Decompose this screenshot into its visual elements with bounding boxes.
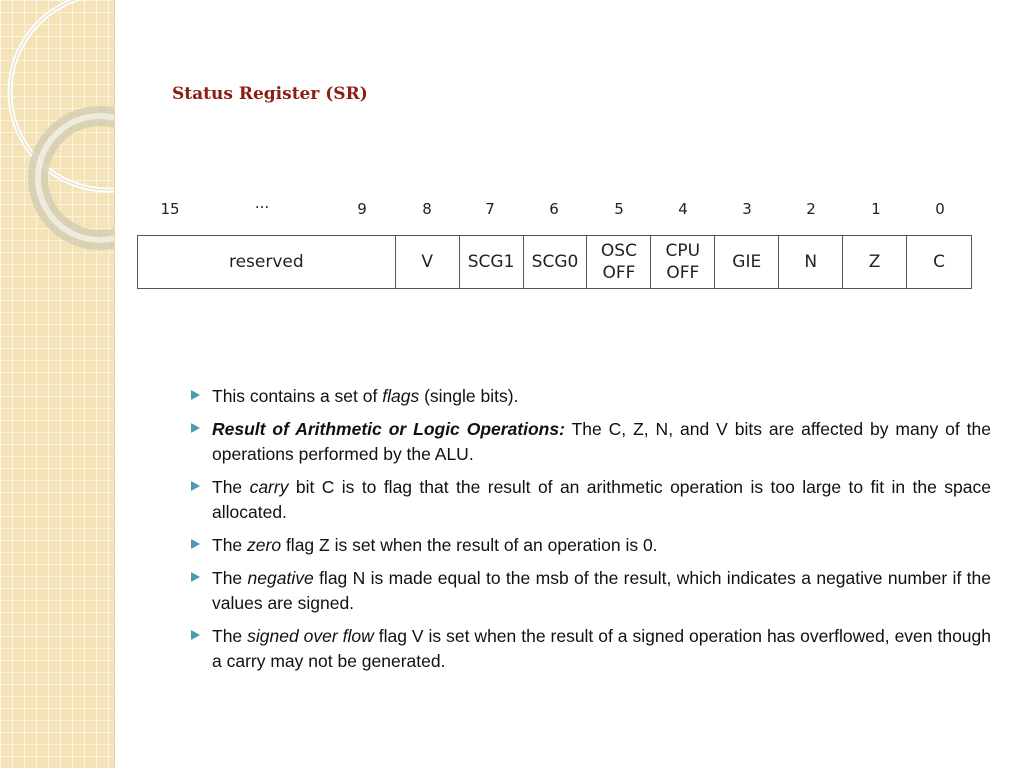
bullet-item bbox=[188, 417, 991, 467]
field-z: Z bbox=[843, 236, 907, 288]
bullet-text-part: bit C is to flag that the result of an arithmetic operation is too large to fit in the space allocated. bbox=[212, 477, 991, 522]
slide-title: Status Register (SR) bbox=[172, 84, 368, 104]
bit-number-3: 3 bbox=[742, 200, 752, 218]
bullet-item bbox=[188, 475, 991, 525]
bullet-marker-icon bbox=[191, 572, 200, 582]
bit-number-5: 5 bbox=[614, 200, 624, 218]
bullet-text-part: negative bbox=[247, 568, 314, 588]
bullet-marker-icon bbox=[191, 630, 200, 640]
bullet-text-part: The bbox=[212, 626, 248, 646]
decorative-circles bbox=[0, 0, 114, 768]
bullet-text-part: The bbox=[212, 568, 248, 588]
bullet-text-part: flag N is made equal to the msb of the result, which indicates a negative number if the values are signed. bbox=[212, 568, 991, 613]
bit-number-2: 2 bbox=[806, 200, 816, 218]
bullet-text-part: Result of Arithmetic or Logic Operations: bbox=[212, 419, 565, 439]
field-oscoff-line2: OFF bbox=[602, 263, 636, 283]
bit-number-row bbox=[0, 194, 1024, 222]
bullet-marker-icon bbox=[191, 481, 200, 491]
field-c: C bbox=[933, 252, 945, 272]
bullet-text-part: flag Z is set when the result of an operation is 0. bbox=[281, 535, 658, 555]
bullet-text-part: (single bits). bbox=[419, 386, 519, 406]
bullet-item bbox=[188, 624, 991, 674]
bit-number-0: 0 bbox=[935, 200, 945, 218]
field-v: V bbox=[396, 236, 460, 288]
bullet-marker-icon bbox=[191, 390, 200, 400]
bullet-item bbox=[188, 566, 991, 616]
bit-number-9: 9 bbox=[357, 200, 367, 218]
field-cpuoff bbox=[651, 236, 715, 288]
bullet-list bbox=[188, 384, 991, 682]
field-scg1: SCG1 bbox=[460, 236, 524, 288]
bit-number-6: 6 bbox=[549, 200, 559, 218]
bullet-text-part: zero bbox=[247, 535, 282, 555]
field-cpuoff-line2: OFF bbox=[666, 263, 700, 283]
bullet-marker-icon bbox=[191, 539, 200, 549]
bullet-text-part: signed over flow bbox=[247, 626, 374, 646]
bit-number-8: 8 bbox=[422, 200, 432, 218]
bullet-text-part: flag V is set when the result of a signed operation has overflowed, even though a carry may not be generated. bbox=[212, 626, 991, 671]
bit-number-15: 15 bbox=[160, 200, 180, 218]
bullet-item bbox=[188, 533, 991, 558]
decorative-sidebar bbox=[0, 0, 115, 768]
field-gie: GIE bbox=[715, 236, 779, 288]
field-oscoff bbox=[587, 236, 651, 288]
field-scg0: SCG0 bbox=[524, 236, 588, 288]
bullet-text-part: The bbox=[212, 477, 250, 497]
field-n: N bbox=[779, 236, 843, 288]
bullet-text-part: flags bbox=[382, 386, 420, 406]
bullet-text-part: This contains a set of bbox=[212, 386, 383, 406]
bullet-text-part: The bbox=[212, 535, 248, 555]
bit-number-4: 4 bbox=[678, 200, 688, 218]
bit-number-ellipsis: ... bbox=[254, 194, 270, 212]
field-reserved: reserved bbox=[138, 236, 396, 288]
bullet-text-part: The C, Z, N, and V bits are affected by many of the operations performed by the ALU. bbox=[212, 419, 991, 464]
bullet-marker-icon bbox=[191, 423, 200, 433]
field-cpuoff-line1: CPU bbox=[665, 241, 701, 261]
bit-number-1: 1 bbox=[871, 200, 881, 218]
field-oscoff-line1: OSC bbox=[600, 241, 637, 261]
bullet-text-part: carry bbox=[249, 477, 289, 497]
bit-number-7: 7 bbox=[485, 200, 495, 218]
status-register-diagram bbox=[137, 235, 972, 289]
bullet-item bbox=[188, 384, 991, 409]
